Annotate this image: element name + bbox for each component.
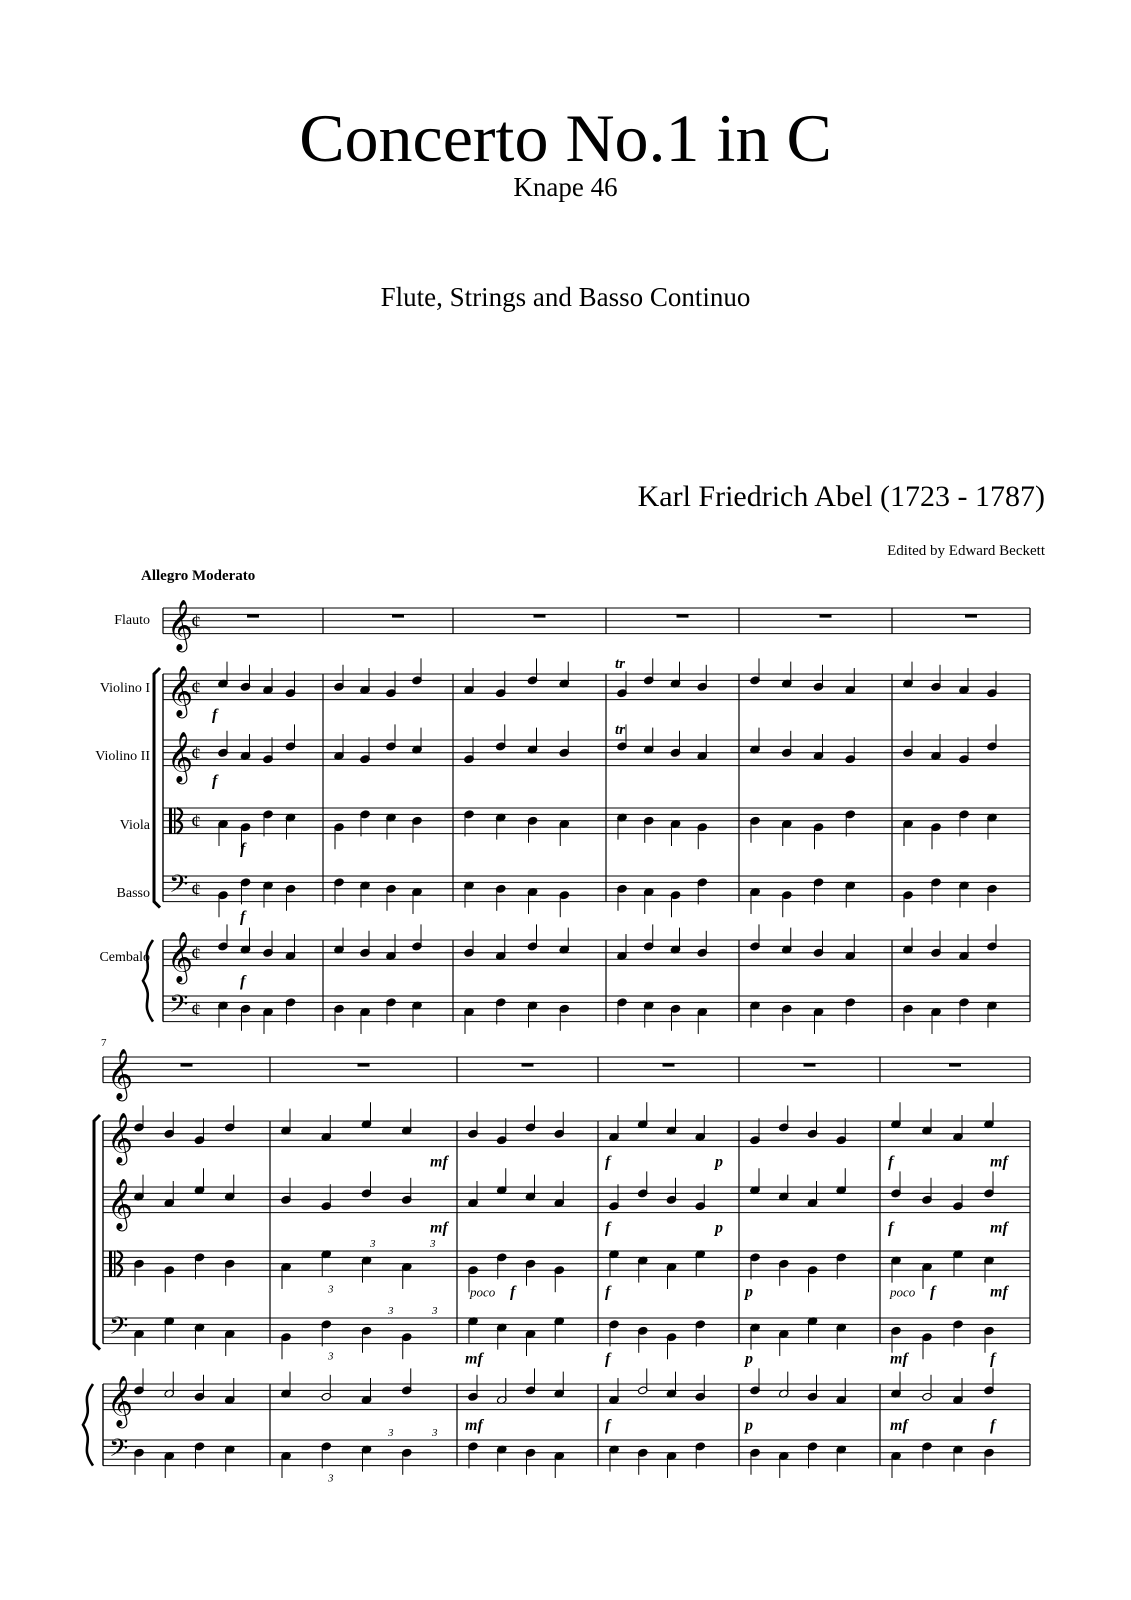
treble-clef-icon: 𝄞 — [107, 1112, 134, 1164]
bass-clef-icon: 𝄢 — [169, 870, 189, 906]
dynamic-forte: f — [605, 1219, 611, 1237]
dynamic-forte: f — [605, 1350, 611, 1368]
composer: Karl Friedrich Abel (1723 - 1787) — [637, 480, 1045, 513]
treble-clef-icon: 𝄞 — [107, 1178, 134, 1230]
instrument-label-basso: Basso — [116, 886, 150, 901]
alto-clef-bar — [169, 808, 172, 834]
instrumentation: Flute, Strings and Basso Continuo — [380, 282, 751, 312]
bracket-icon — [94, 1115, 100, 1350]
treble-clef-icon: 𝄞 — [167, 665, 194, 717]
instrument-label-cembalo: Cembalo — [99, 950, 150, 965]
triplet-mark: 3 — [328, 1283, 334, 1296]
cut-time-icon: ¢ — [191, 879, 201, 902]
whole-rest — [663, 1063, 675, 1066]
dynamic-piano: p — [745, 1417, 753, 1434]
dynamic-forte: f — [240, 908, 246, 926]
whole-rest — [965, 614, 977, 617]
instrument-label-flauto: Flauto — [114, 613, 150, 628]
bracket-icon — [154, 668, 160, 908]
cut-time-icon: ¢ — [191, 811, 201, 834]
dynamic-forte: f — [888, 1153, 894, 1171]
dynamic-poco: poco — [890, 1284, 916, 1300]
dynamic-forte: f — [990, 1350, 996, 1368]
dynamic-forte: f — [930, 1283, 936, 1301]
dynamic-mezzo_forte: mf — [990, 1283, 1008, 1301]
dynamic-mezzo_forte: mf — [890, 1350, 908, 1368]
dynamic-forte: f — [510, 1283, 516, 1301]
triplet-mark: 3 — [432, 1305, 438, 1317]
triplet-mark: 3 — [328, 1350, 334, 1363]
cut-time-icon: ¢ — [191, 677, 201, 700]
dynamic-mezzo_forte: mf — [990, 1153, 1008, 1171]
dynamic-forte: f — [605, 1283, 611, 1301]
whole-rest — [820, 614, 832, 617]
treble-clef-icon: 𝄞 — [167, 599, 194, 651]
tempo-marking: Allegro Moderato — [141, 568, 256, 584]
instrument-label-viola: Viola — [119, 818, 150, 833]
trill-mark: tr — [615, 722, 626, 738]
whole-rest — [181, 1063, 193, 1066]
dynamic-mezzo_forte: mf — [890, 1417, 908, 1434]
dynamic-piano: p — [715, 1219, 723, 1237]
bass-clef-icon: 𝄢 — [169, 990, 189, 1026]
triplet-mark: 3 — [388, 1305, 394, 1317]
cut-time-icon: ¢ — [191, 611, 201, 634]
brace-icon — [143, 940, 153, 1022]
whole-rest — [247, 614, 259, 617]
brace-icon — [83, 1384, 93, 1466]
dynamic-forte: f — [605, 1153, 611, 1171]
cut-time-icon: ¢ — [191, 943, 201, 966]
bass-clef-icon: 𝄢 — [109, 1434, 129, 1470]
whole-rest — [358, 1063, 370, 1066]
alto-clef-bar — [109, 1251, 112, 1277]
dynamic-piano: p — [745, 1350, 753, 1368]
dynamic-mezzo_forte: mf — [430, 1153, 448, 1171]
dynamic-forte: f — [990, 1417, 996, 1434]
instrument-label-violino-ii: Violino II — [95, 749, 150, 764]
dynamic-forte: f — [212, 706, 218, 724]
treble-clef-icon: 𝄞 — [167, 731, 194, 783]
whole-rest — [804, 1063, 816, 1066]
dynamic-piano: p — [715, 1153, 723, 1171]
dynamic-forte: f — [212, 772, 218, 790]
editor-credit: Edited by Edward Beckett — [887, 543, 1045, 559]
whole-rest — [522, 1063, 534, 1066]
dynamic-poco: poco — [470, 1284, 496, 1300]
triplet-mark: 3 — [430, 1238, 436, 1250]
dynamic-piano: p — [745, 1283, 753, 1301]
triplet-mark: 3 — [388, 1427, 394, 1439]
catalogue-number: Knape 46 — [513, 172, 618, 202]
cut-time-icon: ¢ — [191, 743, 201, 766]
whole-rest — [534, 614, 546, 617]
instrument-label-violino-i: Violino I — [99, 681, 150, 696]
dynamic-mezzo_forte: mf — [465, 1350, 483, 1368]
cut-time-icon: ¢ — [191, 999, 201, 1022]
dynamic-mezzo_forte: mf — [465, 1417, 483, 1434]
triplet-mark: 3 — [432, 1427, 438, 1439]
dynamic-mezzo_forte: mf — [990, 1219, 1008, 1237]
treble-clef-icon: 𝄞 — [107, 1375, 134, 1427]
triplet-mark: 3 — [328, 1472, 334, 1485]
bass-clef-icon: 𝄢 — [109, 1312, 129, 1348]
treble-clef-icon: 𝄞 — [167, 931, 194, 983]
dynamic-forte: f — [240, 973, 246, 990]
dynamic-mezzo_forte: mf — [430, 1219, 448, 1237]
triplet-mark: 3 — [370, 1238, 376, 1250]
whole-rest — [677, 614, 689, 617]
whole-rest — [392, 614, 404, 617]
dynamic-forte: f — [240, 840, 246, 858]
treble-clef-icon: 𝄞 — [107, 1048, 134, 1100]
page-title: Concerto No.1 in C — [299, 100, 832, 176]
dynamic-forte: f — [605, 1417, 611, 1434]
dynamic-forte: f — [888, 1219, 894, 1237]
measure-number: 7 — [101, 1037, 107, 1049]
trill-mark: tr — [615, 656, 626, 672]
whole-rest — [949, 1063, 961, 1066]
